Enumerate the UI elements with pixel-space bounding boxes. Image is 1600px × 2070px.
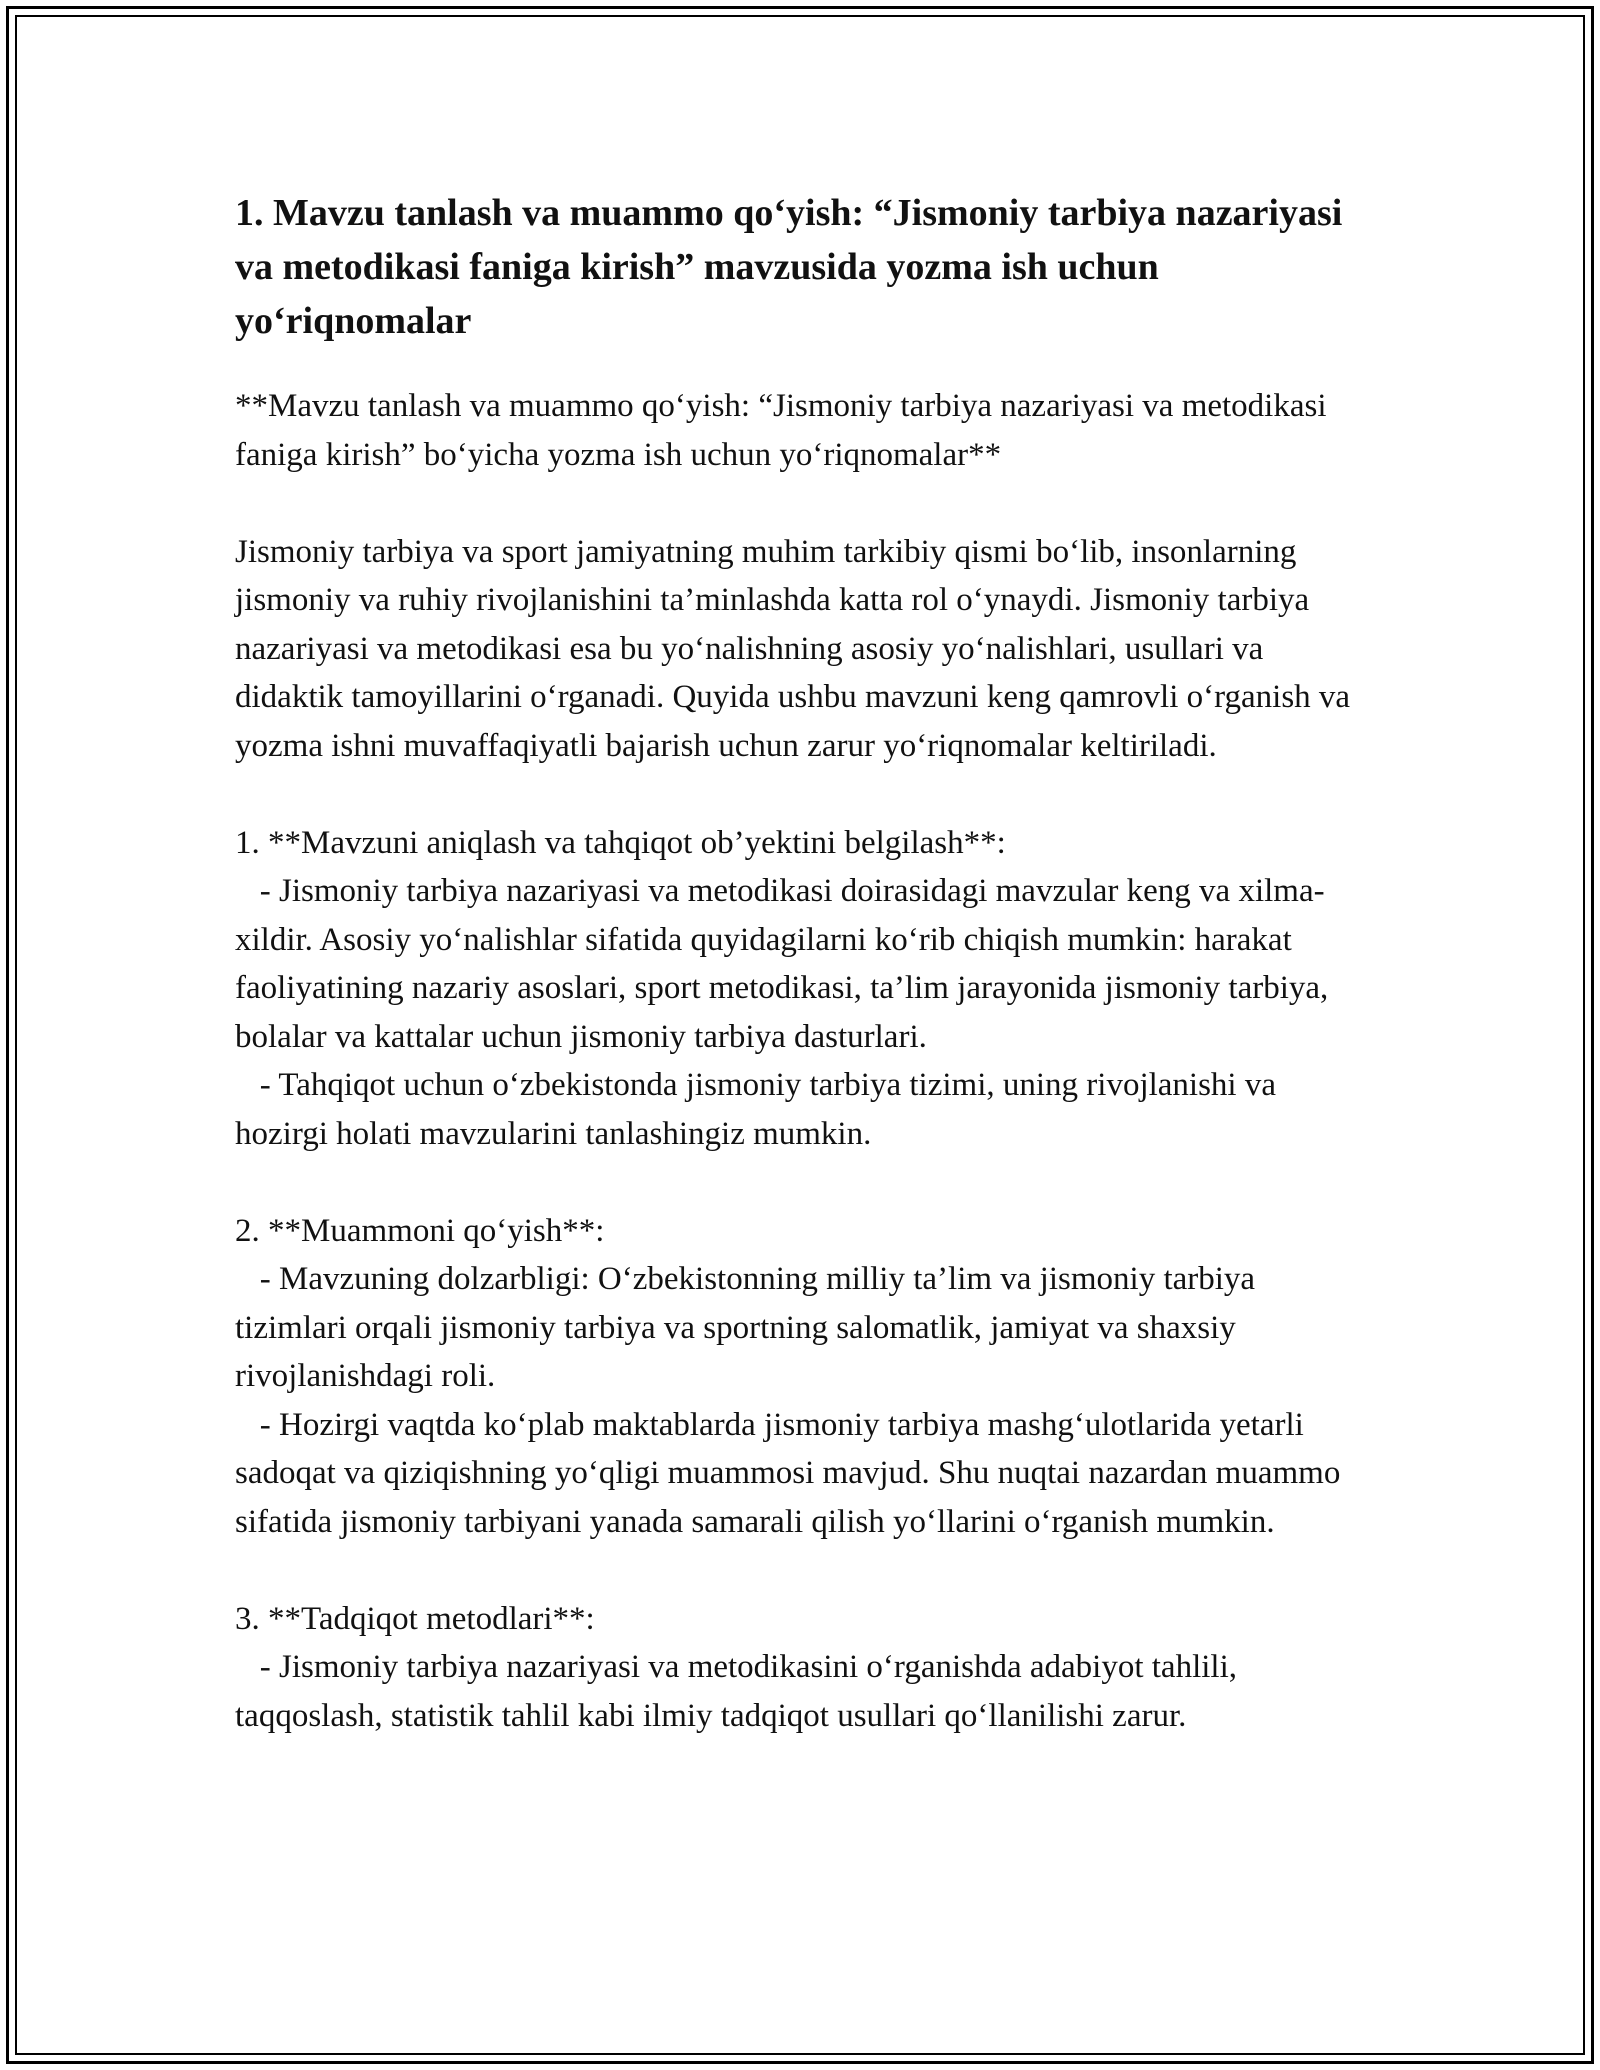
document-title: 1. Mavzu tanlash va muammo qo‘yish: “Jismoniy tarbiya nazariyasi va metodikasi faniga kirish” mavzusida yozma ish uchun yo‘riqnomalar xyxy=(235,192,1343,342)
section-item: - Jismoniy tarbiya nazariyasi va metodikasi doirasidagi mavzular keng va xilma-xildir. Asosiy yo‘nalishlar sifatida quyidagilarni ko‘rib chiqish mumkin: harakat faoliyatining nazariy asoslari, sport metodikasi, ta’lim jarayonida jismoniy tarbiya, bolalar va kattalar uchun jismoniy tarbiya dasturlari. xyxy=(235,873,1337,1055)
section-2 xyxy=(235,1207,1365,1547)
document-subtitle: **Mavzu tanlash va muammo qo‘yish: “Jismoniy tarbiya nazariyasi va metodikasi faniga kirish” bo‘yicha yozma ish uchun yo‘riqnomalar** xyxy=(235,388,1335,473)
paragraph-gap xyxy=(235,1158,1365,1207)
section-item: - Hozirgi vaqtda ko‘plab maktablarda jismoniy tarbiya mashg‘ulotlarida yetarli sadoqat va qiziqishning yo‘qligi muammosi mavjud. Shu nuqtai nazardan muammo sifatida jismoniy tarbiyani yanada samarali qilish yo‘llarini o‘rganish mumkin. xyxy=(235,1406,1349,1540)
section-item: - Jismoniy tarbiya nazariyasi va metodikasini o‘rganishda adabiyot tahlili, taqqoslash, statistik tahlil kabi ilmiy tadqiqot usullari qo‘llanilishi zarur. xyxy=(235,1649,1246,1734)
section-heading: 3. **Tadqiqot metodlari**: xyxy=(235,1600,595,1637)
paragraph-gap xyxy=(235,479,1365,528)
intro-paragraph: Jismoniy tarbiya va sport jamiyatning muhim tarkibiy qismi bo‘lib, insonlarning jismoniy va ruhiy rivojlanishini ta’minlashda katta rol o‘ynaydi. Jismoniy tarbiya nazariyasi va metodikasi esa bu yo‘nalishning asosiy yo‘nalishlari, usullari va didaktik tamoyillarini o‘rganadi. Quyida ushbu mavzuni keng qamrovli o‘rganish va yozma ishni muvaffaqiyatli bajarish uchun zarur yo‘riqnomalar keltiriladi. xyxy=(235,533,1359,764)
section-item: - Mavzuning dolzarbligi: O‘zbekistonning milliy ta’lim va jismoniy tarbiya tizimlari orqali jismoniy tarbiya va sportning salomatlik, jamiyat va shaxsiy rivojlanishdagi roli. xyxy=(235,1261,1264,1394)
section-heading: 2. **Muammoni qo‘yish**: xyxy=(235,1212,605,1249)
section-3 xyxy=(235,1595,1365,1741)
paragraph-gap xyxy=(235,770,1365,819)
paragraph-gap xyxy=(235,1546,1365,1595)
section-1 xyxy=(235,819,1365,1159)
document-body xyxy=(235,186,1365,1740)
section-heading: 1. **Mavzuni aniqlash va tahqiqot ob’yektini belgilash**: xyxy=(235,824,1006,861)
section-item: - Tahqiqot uchun o‘zbekistonda jismoniy tarbiya tizimi, uning rivojlanishi va hozirgi holati mavzularini tanlashingiz mumkin. xyxy=(235,1067,1285,1152)
